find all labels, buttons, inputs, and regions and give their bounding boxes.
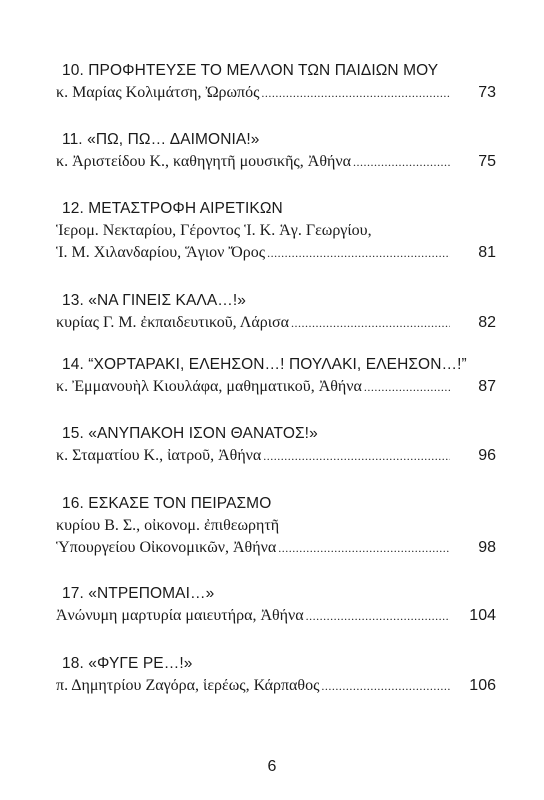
entry-page-number: 75 bbox=[478, 153, 496, 170]
entry-author: Ἀνώνυμη μαρτυρία μαιευτήρα, Ἀθήνα bbox=[56, 607, 304, 624]
entry-title: 14. “ΧΟΡΤΑΡΑΚΙ, ΕΛΕΗΣΟΝ…! ΠΟΥΛΑΚΙ, ΕΛΕΗΣΟΝ…!” bbox=[62, 356, 467, 373]
entry-line bbox=[56, 677, 496, 699]
dot-leader bbox=[353, 155, 450, 170]
entry-author: κ. Μαρίας Κολιμάτση, Ὠρωπός bbox=[56, 84, 260, 101]
entry-page-number: 106 bbox=[469, 677, 496, 694]
entry-line bbox=[56, 447, 496, 469]
entry-line bbox=[56, 378, 496, 400]
dot-leader bbox=[321, 679, 450, 694]
entry-author: κ. Ἀριστείδου Κ., καθηγητῆ μουσικῆς, Ἀθήνα bbox=[56, 153, 351, 170]
entry-title: 12. ΜΕΤΑΣΤΡΟΦΗ ΑΙΡΕΤΙΚΩΝ bbox=[62, 200, 283, 217]
page-number: 6 bbox=[267, 758, 277, 775]
entry-page-number: 98 bbox=[478, 539, 496, 556]
entry-page-number: 81 bbox=[478, 244, 496, 261]
entry-title: 17. «ΝΤΡΕΠΟΜΑΙ…» bbox=[62, 585, 215, 602]
entry-title: 10. ΠΡΟΦΗΤΕΥΣΕ ΤΟ ΜΕΛΛΟΝ ΤΩΝ ΠΑΙΔΙΩΝ ΜΟΥ bbox=[62, 62, 439, 79]
entry-line bbox=[56, 607, 496, 629]
entry-line bbox=[56, 314, 496, 336]
entry-page-number: 104 bbox=[469, 607, 496, 624]
entry-author: κ. Σταματίου Κ., ἰατροῦ, Ἀθήνα bbox=[56, 447, 262, 464]
entry-title: 16. ΕΣΚΑΣΕ ΤΟΝ ΠΕΙΡΑΣΜΟ bbox=[62, 495, 272, 512]
entry-line bbox=[56, 539, 496, 561]
entry-author: π. Δημητρίου Ζαγόρα, ἱερέως, Κάρπαθος bbox=[56, 677, 320, 694]
entry-author: Ὑπουργείου Οἰκονομικῶν, Ἀθήνα bbox=[56, 539, 277, 556]
entry-page-number: 73 bbox=[478, 84, 496, 101]
dot-leader bbox=[263, 449, 450, 464]
entry-author: κυρίου Β. Σ., οἰκονομ. ἐπιθεωρητῆ bbox=[56, 517, 280, 534]
entry-line bbox=[56, 84, 496, 106]
entry-line bbox=[56, 153, 496, 175]
entry-line bbox=[56, 517, 496, 539]
entry-title: 15. «ΑΝΥΠΑΚΟΗ ΙΣΟΝ ΘΑΝΑΤΟΣ!» bbox=[62, 425, 318, 442]
dot-leader bbox=[306, 609, 450, 624]
entry-page-number: 96 bbox=[478, 447, 496, 464]
entry-author: Ἱερομ. Νεκταρίου, Γέροντος Ἱ. Κ. Ἁγ. Γεωργίου, bbox=[56, 222, 372, 239]
entry-author: κυρίας Γ. Μ. ἐκπαιδευτικοῦ, Λάρισα bbox=[56, 314, 290, 331]
dot-leader bbox=[291, 316, 450, 331]
dot-leader bbox=[364, 380, 450, 395]
dot-leader bbox=[267, 246, 450, 261]
entry-page-number: 82 bbox=[478, 314, 496, 331]
entry-line bbox=[56, 222, 496, 244]
entry-title: 11. «ΠΩ, ΠΩ… ΔΑΙΜΟΝΙΑ!» bbox=[62, 131, 260, 148]
entry-author: κ. Ἐμμανουὴλ Κιουλάφα, μαθηματικοῦ, Ἀθήνα bbox=[56, 378, 362, 395]
entry-title: 18. «ΦΥΓΕ ΡΕ…!» bbox=[62, 655, 193, 672]
entry-line bbox=[56, 244, 496, 266]
entry-author: Ἱ. Μ. Χιλανδαρίου, Ἅγιον Ὄρος bbox=[56, 244, 266, 261]
entry-page-number: 87 bbox=[478, 378, 496, 395]
dot-leader bbox=[278, 541, 450, 556]
dot-leader bbox=[261, 86, 450, 101]
entry-title: 13. «ΝΑ ΓΙΝΕΙΣ ΚΑΛΑ…!» bbox=[62, 292, 247, 309]
